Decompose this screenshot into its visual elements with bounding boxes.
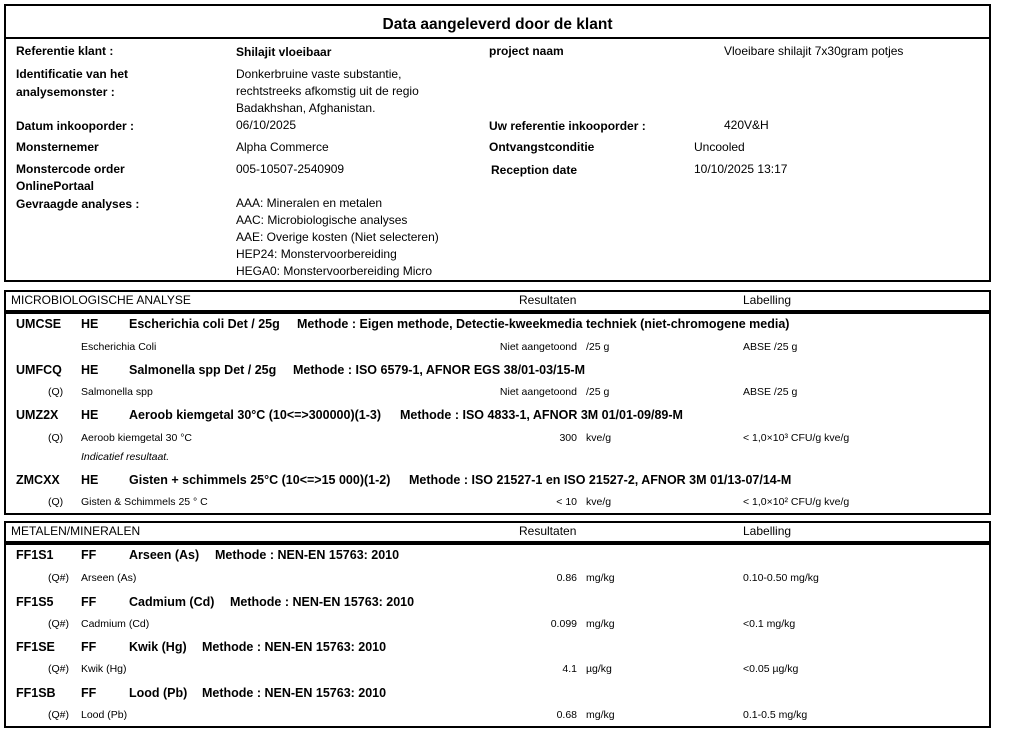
- identification-value-3: Badakhshan, Afghanistan.: [236, 101, 376, 115]
- test-method: Methode : Eigen methode, Detectie-kweekmedia techniek (niet-chromogene media): [297, 317, 790, 331]
- test-method: Methode : NEN-EN 15763: 2010: [202, 686, 387, 700]
- identification-label-2: analysemonster :: [16, 85, 115, 99]
- test-description: Cadmium (Cd): [129, 595, 215, 609]
- reference-value: Shilajit vloeibaar: [236, 45, 332, 59]
- reception-date-label: Reception date: [491, 163, 578, 177]
- parameter-qualifier: (Q#): [48, 709, 69, 721]
- requested-analysis-4: HEP24: Monstervoorbereiding: [236, 247, 397, 261]
- parameter-labelling: <0.1 mg/kg: [743, 618, 796, 630]
- parameter-qualifier: (Q): [48, 432, 64, 444]
- test-type: FF: [81, 686, 97, 700]
- test-description: Kwik (Hg): [129, 640, 187, 654]
- parameter-labelling: <0.05 µg/kg: [743, 663, 799, 675]
- requested-analysis-3: AAE: Overige kosten (Niet selecteren): [236, 230, 439, 244]
- test-description: Lood (Pb): [129, 686, 188, 700]
- parameter-qualifier: (Q#): [48, 663, 69, 675]
- test-description: Escherichia coli Det / 25g: [129, 317, 280, 331]
- test-description: Salmonella spp Det / 25g: [129, 363, 277, 377]
- test-type: HE: [81, 408, 99, 422]
- identification-value-1: Donkerbruine vaste substantie,: [236, 67, 402, 81]
- sampler-label: Monsternemer: [16, 140, 99, 154]
- reference-label: Referentie klant :: [16, 44, 114, 58]
- parameter-name: Cadmium (Cd): [81, 618, 150, 630]
- parameter-name: Aeroob kiemgetal 30 °C: [81, 432, 193, 444]
- project-label: project naam: [489, 44, 564, 58]
- test-method: Methode : NEN-EN 15763: 2010: [215, 548, 400, 562]
- test-method: Methode : ISO 4833-1, AFNOR 3M 01/01-09/89-M: [400, 408, 683, 422]
- sample-code-label-1: Monstercode order: [16, 162, 125, 176]
- parameter-unit: µg/kg: [586, 663, 612, 675]
- test-type: FF: [81, 548, 97, 562]
- parameter-result: Niet aangetoond: [499, 386, 577, 398]
- parameter-unit: /25 g: [586, 386, 610, 398]
- project-value: Vloeibare shilajit 7x30gram potjes: [724, 44, 904, 58]
- parameter-labelling: < 1,0×10³ CFU/g kve/g: [743, 432, 850, 444]
- parameter-result: < 10: [556, 496, 577, 508]
- test-method: Methode : NEN-EN 15763: 2010: [230, 595, 415, 609]
- parameter-labelling: ABSE /25 g: [743, 386, 798, 398]
- parameter-result: 300: [559, 432, 577, 444]
- reception-date-value: 10/10/2025 13:17: [694, 162, 788, 176]
- test-description: Arseen (As): [129, 548, 200, 562]
- requested-analysis-1: AAA: Mineralen en metalen: [236, 196, 383, 210]
- parameter-unit: mg/kg: [586, 618, 615, 630]
- test-method: Methode : ISO 21527-1 en ISO 21527-2, AFNOR 3M 01/13-07/14-M: [409, 473, 792, 487]
- test-code: UMCSE: [16, 317, 62, 331]
- parameter-unit: mg/kg: [586, 572, 615, 584]
- requested-analysis-2: AAC: Microbiologische analyses: [236, 213, 408, 227]
- parameter-unit: kve/g: [586, 496, 612, 508]
- parameter-unit: /25 g: [586, 341, 610, 353]
- metals-body-box: [4, 543, 991, 728]
- parameter-name: Gisten & Schimmels 25 ° C: [81, 496, 208, 508]
- micro-labelling-header: Labelling: [743, 293, 792, 307]
- parameter-result: 0.86: [556, 572, 577, 584]
- test-type: HE: [81, 317, 99, 331]
- parameter-labelling: ABSE /25 g: [743, 341, 798, 353]
- parameter-name: Arseen (As): [81, 572, 137, 584]
- parameter-name: Lood (Pb): [81, 709, 128, 721]
- requested-analysis-5: HEGA0: Monstervoorbereiding Micro: [236, 264, 433, 278]
- parameter-qualifier: (Q#): [48, 618, 69, 630]
- result-note: Indicatief resultaat.: [81, 451, 170, 463]
- test-code: FF1S1: [16, 548, 54, 562]
- identification-label-1: Identificatie van het: [16, 67, 129, 81]
- receipt-condition-value: Uncooled: [694, 140, 745, 154]
- sampler-value: Alpha Commerce: [236, 140, 329, 154]
- page-title: Data aangeleverd door de klant: [382, 16, 613, 33]
- metals-section-title: METALEN/MINERALEN: [11, 524, 141, 538]
- test-code: FF1S5: [16, 595, 54, 609]
- parameter-qualifier: (Q): [48, 496, 64, 508]
- parameter-qualifier: (Q): [48, 386, 64, 398]
- test-code: UMZ2X: [16, 408, 59, 422]
- micro-results-header: Resultaten: [519, 293, 577, 307]
- sample-code-value: 005-10507-2540909: [236, 162, 345, 176]
- receipt-condition-label: Ontvangstconditie: [489, 140, 595, 154]
- parameter-result: Niet aangetoond: [499, 341, 577, 353]
- identification-value-2: rechtstreeks afkomstig uit de regio: [236, 84, 419, 98]
- your-reference-value: 420V&H: [724, 118, 769, 132]
- parameter-unit: kve/g: [586, 432, 612, 444]
- parameter-result: 4.1: [562, 663, 577, 675]
- test-type: HE: [81, 473, 99, 487]
- metals-results-header: Resultaten: [519, 524, 577, 538]
- test-type: FF: [81, 640, 97, 654]
- test-method: Methode : NEN-EN 15763: 2010: [202, 640, 387, 654]
- test-description: Aeroob kiemgetal 30°C (10<=>300000)(1-3): [129, 408, 381, 422]
- requested-analyses-label: Gevraagde analyses :: [16, 197, 140, 211]
- parameter-name: Salmonella spp: [81, 386, 153, 398]
- parameter-unit: mg/kg: [586, 709, 615, 721]
- test-type: HE: [81, 363, 99, 377]
- order-date-value: 06/10/2025: [236, 118, 297, 132]
- test-type: FF: [81, 595, 97, 609]
- metals-header-box: [4, 521, 991, 543]
- title-divider: [4, 37, 991, 39]
- your-reference-label: Uw referentie inkooporder :: [489, 119, 646, 133]
- test-description: Gisten + schimmels 25°C (10<=>15 000)(1-2): [129, 473, 391, 487]
- test-code: FF1SB: [16, 686, 56, 700]
- parameter-qualifier: (Q#): [48, 572, 69, 584]
- sample-code-label-2: OnlinePortaal: [16, 179, 95, 193]
- parameter-labelling: 0.10-0.50 mg/kg: [743, 572, 819, 584]
- parameter-name: Escherichia Coli: [81, 341, 157, 353]
- order-date-label: Datum inkooporder :: [16, 119, 135, 133]
- test-code: UMFCQ: [16, 363, 62, 377]
- parameter-result: 0.68: [556, 709, 577, 721]
- test-code: ZMCXX: [16, 473, 60, 487]
- parameter-labelling: 0.1-0.5 mg/kg: [743, 709, 808, 721]
- parameter-name: Kwik (Hg): [81, 663, 127, 675]
- parameter-result: 0.099: [550, 618, 577, 630]
- test-code: FF1SE: [16, 640, 55, 654]
- parameter-labelling: < 1,0×10² CFU/g kve/g: [743, 496, 850, 508]
- test-method: Methode : ISO 6579-1, AFNOR EGS 38/01-03/15-M: [293, 363, 585, 377]
- micro-section-title: MICROBIOLOGISCHE ANALYSE: [11, 293, 191, 307]
- metals-labelling-header: Labelling: [743, 524, 792, 538]
